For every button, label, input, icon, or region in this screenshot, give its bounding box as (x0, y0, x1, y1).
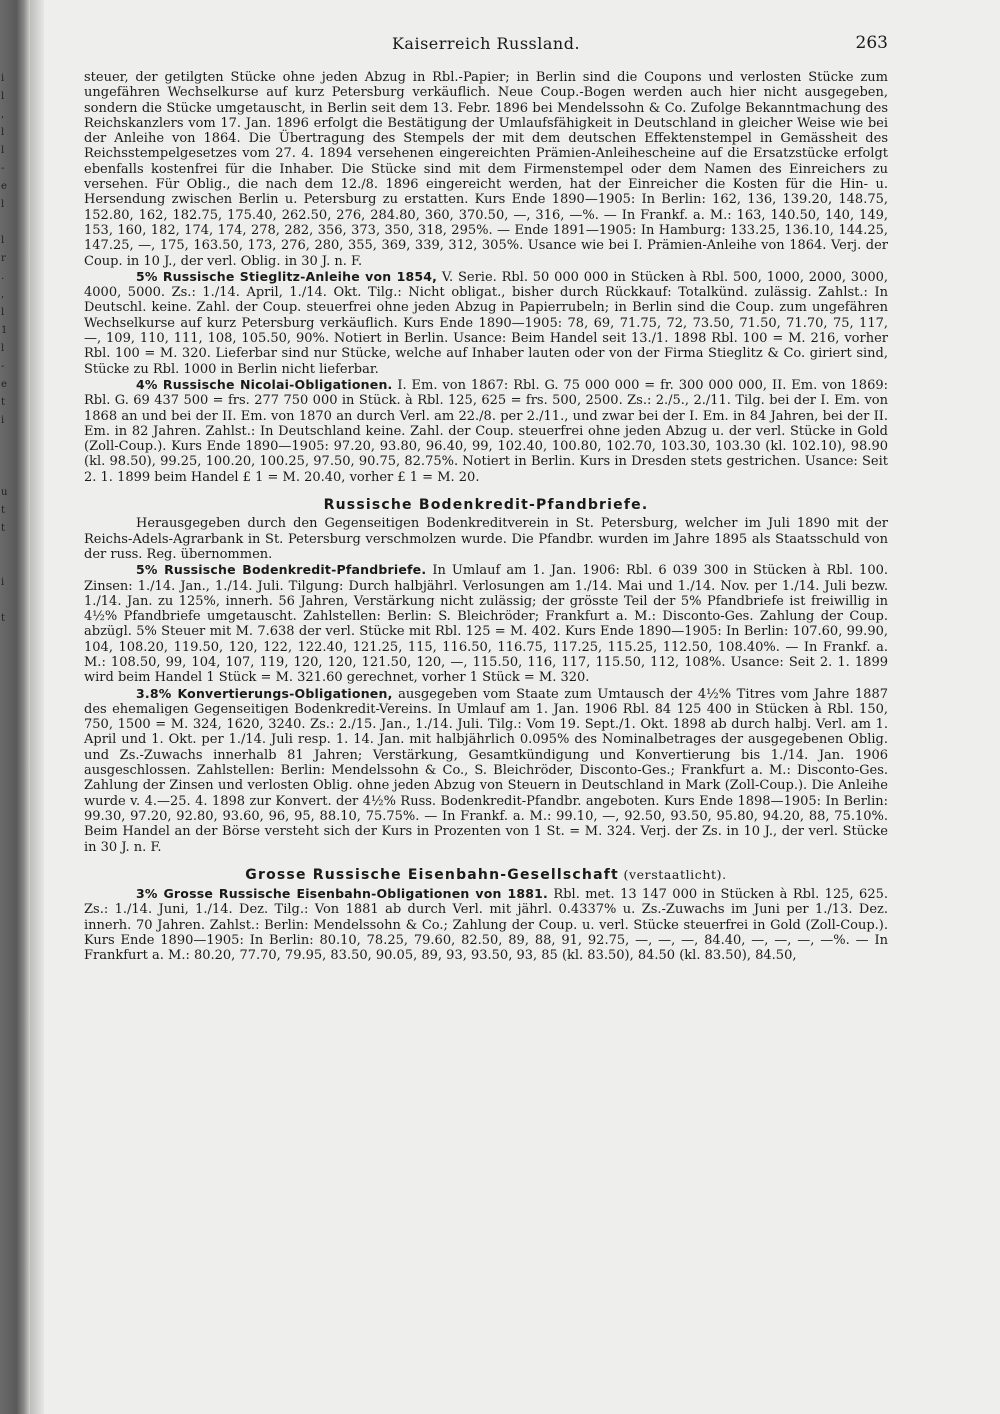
section-heading-eisenbahn: Grosse Russische Eisenbahn-Gesellschaft (verstaatlicht). (245, 866, 727, 883)
page-header (84, 33, 888, 62)
entry-bodenkredit-pfandbriefe (84, 562, 888, 685)
section-heading-bodenkredit: Russische Bodenkredit-Pfandbriefe. (323, 497, 649, 514)
entry-title: 3% Grosse Russische Eisenbahn-Obligationen von 1881. (136, 886, 548, 902)
entry-title: 4% Russische Nicolai-Obligationen. (136, 376, 393, 392)
entry-konvertierungs-obligationen (84, 686, 888, 855)
entry-text: Rbl. met. 13 147 000 in Stücken à Rbl. 125, 625. Zs.: 1./14. Juni, 1./14. Dez. Tilg.: Von 1881 ab durch Verl. mit jährl. 0.4337% u. Zs.-Zuwachs im Juni per 1./13. Dez. innerh. 70 Jahren. Zahlst.: Berlin: Mendelssohn & Co.; Zahlung der Coup. u. verl. Stücke steuerfrei in Gold (Zoll-Coup.). Kurs Ende 1890—1905: In Berlin: 80.10, 78.25, 79.60, 82.50, 89, 88, 91, 92.75, —, —, —, 84.40, —, —, —, —%. — In Frankfurt a. M.: 80.20, 77.70, 79.95, 83.50, 90.05, 89, 93, 93.50, 93, 85 (kl. 83.50), 84.50 (kl. 83.50), 84.50, (84, 887, 888, 964)
entry-title: 5% Russische Bodenkredit-Pfandbriefe. (136, 562, 427, 578)
entry-title: 5% Russische Stieglitz-Anleihe von 1854, (136, 268, 438, 284)
page-body (84, 70, 888, 964)
page-gutter (30, 0, 44, 1414)
entry-stieglitz-loan (84, 269, 888, 377)
document-page (84, 33, 888, 964)
entry-text: ausgegeben vom Staate zum Umtausch der 4½% Titres vom Jahre 1887 des ehemaligen Gegenseitigen Bodenkredit-Vereins. In Umlauf am 1. Jan. 1906 Rbl. 84 125 400 in Stücken à Rbl. 150, 750, 1500 = M. 324, 1620, 3240. Zs.: 2./15. Jan., 1./14. Juli. Tilg.: Vom 19. Sept./1. Okt. 1898 ab durch halbj. Verl. am 1. April und 1. Okt. per 1./14. Juli resp. 1. 14. Jan. mit halbjährlich 0.095% des Nominalbetrages der ausgegebenen Oblig. und Zs.-Zuwachs innerhalb 81 Jahren; Verstärkung, Gesamtkündigung und Konvertierung bis 1./14. Jan. 1906 ausgeschlossen. Zahlstellen: Berlin: Mendelssohn & Co., S. Bleichröder, Disconto-Ges.; Frankfurt a. M.: Disconto-Ges. Zahlung der Zinsen und verlosten Oblig. ohne jeden Abzug von Steuern in Deutschland in Mark (Zoll-Coup.). Die Anleihe wurde v. 4.—25. 4. 1898 zur Konvert. der 4½% Russ. Bodenkredit-Pfandbr. angeboten. Kurs Ende 1898—1905: In Berlin: 99.30, 97.20, 92.80, 93.60, 96, 95, 88.10, 75.75%. — In Frankf. a. M.: 99.10, —, 92.50, 93.50, 95.80, 94.20, 88, 75.10%. Beim Handel an der Börse versteht sich der Kurs in Prozenten von 1 St. = M. 324. Verj. der Zs. in 10 J., der verl. Stücke in 30 J. n. F. (84, 686, 888, 855)
entry-text: V. Serie. Rbl. 50 000 000 in Stücken à Rbl. 500, 1000, 2000, 3000, 4000, 5000. Zs.: 1./14. April, 1./14. Okt. Tilg.: Nicht obligat., bisher durch Rückkauf: Totalkünd. zulässig. Zahlst.: In Deutschl. keine. Zahl. der Coup. steuerfrei ohne jeden Abzug in Papierrubeln; in Berlin sind die Coup. zum ungefähren Wechselkurse auf kurz Petersburg verkäuflich. Kurs Ende 1890—1905: 78, 69, 71.75, 72, 73.50, 71.50, 71.70, 75, 117, —, 109, 110, 111, 108, 105.50, 90%. Notiert in Berlin. Usance: Beim Handel seit 13./1. 1898 Rbl. 100 = M. 216, vorher Rbl. 100 = M. 320. Lieferbar sind nur Stücke, welche auf Inhaber lauten oder von der Firma Stieglitz & Co. giriert sind, Stücke zu Rbl. 1000 in Berlin nicht lieferbar. (84, 269, 888, 377)
entry-text: I. Em. von 1867: Rbl. G. 75 000 000 = fr. 300 000 000, II. Em. von 1869: Rbl. G. 69 437 500 = frs. 277 750 000 in Stück. à Rbl. 125, 625 = frs. 500, 2500. Zs.: 2./5., 2./11. Tilg. bei der I. Em. von 1868 an und bei der II. Em. von 1870 an durch Verl. am 22./8. per 2./11., und zwar bei der I. Em. in 84 Jahren, bei der II. Em. in 82 Jahren. Zahlst.: In Deutschland keine. Zahl. der Coup. steuerfrei ohne jeden Abzug u. der verl. Stücke in Gold (Zoll-Coup.). Kurs Ende 1890—1905: 97.20, 93.80, 96.40, 99, 102.40, 100.80, 102.70, 103.30, 103.30 (kl. 102.10), 98.90 (kl. 98.50), 99.25, 100.20, 100.25, 97.50, 90.75, 82.75%. Notiert in Berlin. Kurs in Dresden stets gestrichen. Usance: Seit 2. 1. 1899 beim Handel £ 1 = M. 20.40, vorher £ 1 = M. 20. (84, 377, 888, 485)
entry-nicolai-obligations (84, 377, 888, 485)
entry-eisenbahn-obligations (84, 886, 888, 963)
entry-title: 3.8% Konvertierungs-Obligationen, (136, 685, 393, 701)
facing-page-margin-fragments: i l , l l - e l l r . , l 1 l - e t i u t t i t (1, 73, 8, 624)
paragraph-bodenkredit-intro: Herausgegeben durch den Gegenseitigen Bodenkreditverein in St. Petersburg, welcher im Juli 1890 mit der Reichs-Adels-Agrarbank in St. Petersburg verschmolzen wurde. Die Pfandbr. wurden im Jahre 1895 als Staatsschuld von der russ. Reg. übernommen. (84, 516, 888, 562)
paragraph-premium-loan-continuation: steuer, der getilgten Stücke ohne jeden Abzug in Rbl.-Papier; in Berlin sind die Coupons und verlosten Stücke zum ungefähren Wechselkurse auf kurz Petersburg verkäuflich. Neue Coup.-Bogen werden auch hier nicht ausgegeben, sondern die Stücke umgetauscht, in Berlin seit dem 13. Febr. 1896 bei Mendelssohn & Co. Zufolge Bekanntmachung des Reichskanzlers vom 17. Jan. 1896 erfolgt die Bestätigung der Umlaufsfähigkeit in Deutschland in gleicher Weise wie bei der Anleihe von 1864. Die Übertragung des Stempels der mit dem deutschen Effektenstempel in Gemässheit des Reichsstempelgesetzes vom 27. 4. 1894 versehenen eingereichten Prämien-Anleihescheine auf die Ersatzstücke erfolgt ebenfalls kostenfrei für die Inhaber. Die Stücke sind mit dem Firmenstempel oder dem Namen des Einreichers zu versehen. Für Oblig., die nach dem 12./8. 1896 eingereicht werden, hat der Einreicher die Kosten für die Hin- u. Hersendung zwischen Berlin u. Petersburg zu erstatten. Kurs Ende 1890—1905: In Berlin: 162, 136, 139.20, 148.75, 152.80, 162, 182.75, 175.40, 262.50, 276, 284.80, 360, 370.50, —, 316, —%. — In Frankf. a. M.: 163, 140.50, 140, 149, 153, 160, 182, 174, 174, 278, 282, 356, 373, 350, 318, 295%. — Ende 1891—1905: In Hamburg: 133.25, 136.10, 144.25, 147.25, —, 175, 163.50, 173, 276, 280, 355, 369, 339, 312, 305%. Usance wie bei I. Prämien-Anleihe von 1864. Verj. der Coup. in 10 J., der verl. Oblig. in 30 J. n. F. (84, 70, 888, 269)
page-number: 263 (855, 33, 888, 53)
running-title: Kaiserreich Russland. (391, 34, 581, 53)
entry-text: In Umlauf am 1. Jan. 1906: Rbl. 6 039 300 in Stücken à Rbl. 100. Zinsen: 1./14. Jan., 1./14. Juli. Tilgung: Durch halbjährl. Verlosungen am 1./14. Mai und 1./14. Nov. per 1./14. Juli bezw. 1./14. Jan. zu 125%, innerh. 56 Jahren, Verstärkung nicht zulässig; der grösste Teil der 5% Pfandbriefe ist freiwillig in 4½% Pfandbriefe umgetauscht. Zahlstellen: Berlin: S. Bleichröder; Frankfurt a. M.: Disconto-Ges. Zahlung der Coup. abzügl. 5% Steuer mit M. 7.638 der verl. Stücke mit Rbl. 125 = M. 402. Kurs Ende 1890—1905: In Berlin: 107.60, 99.90, 104, 108.20, 119.50, 120, 122, 122.40, 121.25, 115, 116.50, 116.75, 117.25, 115.25, 112.50, 108.40%. — In Frankf. a. M.: 108.50, 99, 104, 107, 119, 120, 120, 121.50, 120, —, 115.50, 116, 117, 115.50, 112, 108%. Usance: Seit 2. 1. 1899 wird beim Handel 1 Stück = M. 321.60 gerechnet, vorher 1 Stück = M. 320. (84, 563, 888, 686)
